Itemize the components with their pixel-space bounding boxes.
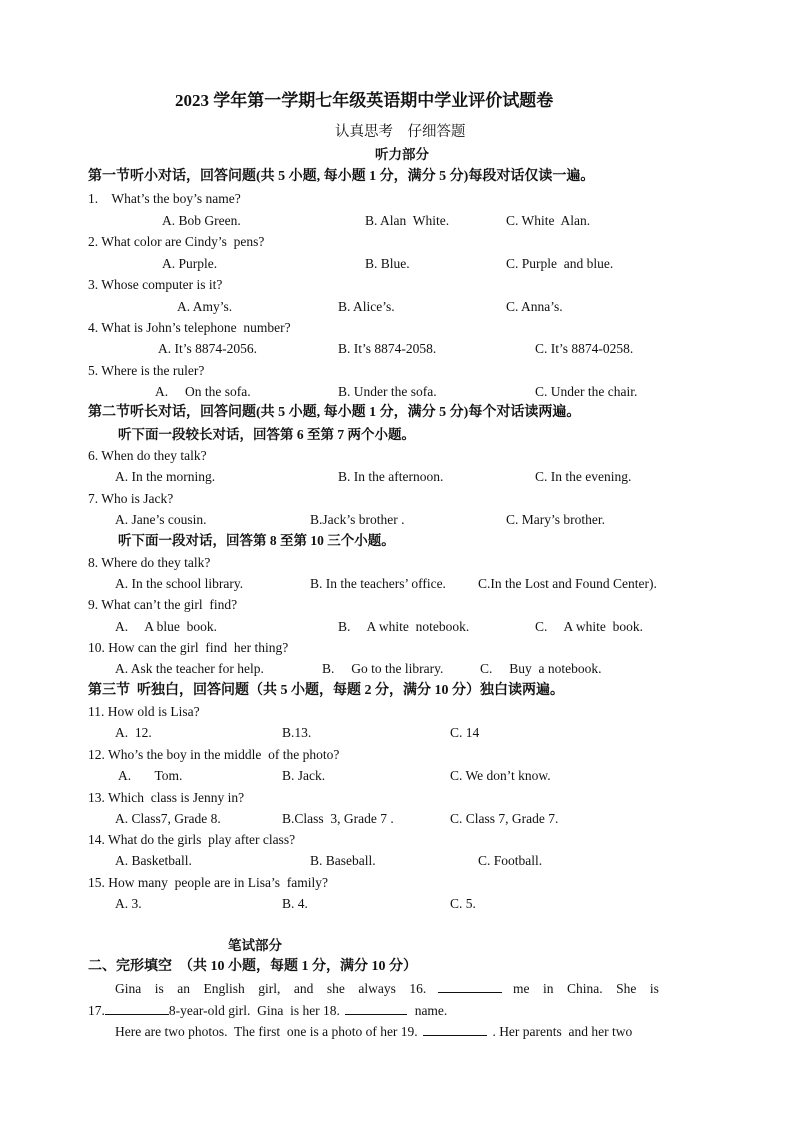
q10-option-a: A. Ask the teacher for help. [115, 661, 264, 676]
cloze-text: 17. [88, 1003, 105, 1018]
q7-option-c: C. Mary’s brother. [506, 512, 605, 527]
q5-option-b: B. Under the sofa. [338, 384, 437, 399]
question-15: 15. How many people are in Lisa’s family? [88, 875, 328, 890]
question-9: 9. What can’t the girl find? [88, 597, 238, 612]
q2-option-c: C. Purple and blue. [506, 256, 614, 271]
q14-option-a: A. Basketball. [115, 853, 192, 868]
question-6: 6. When do they talk? [88, 448, 207, 463]
q15-option-a: A. 3. [115, 896, 142, 911]
cloze-text: Gina is an English girl, and she always 16. [115, 981, 427, 996]
q15-option-c: C. 5. [450, 896, 476, 911]
q3-option-b: B. Alice’s. [338, 299, 395, 314]
q5-option-c: C. Under the chair. [535, 384, 638, 399]
exam-title: 2023 学年第一学期七年级英语期中学业评价试题卷 [175, 91, 554, 110]
question-11: 11. How old is Lisa? [88, 704, 200, 719]
blank-19[interactable] [423, 1023, 487, 1036]
q9-option-c: C. A white book. [535, 619, 644, 634]
section3-heading: 第三节 听独白，回答问题（共 5 小题，每题 2 分，满分 10 分）独白读两遍。 [88, 683, 564, 698]
blank-16[interactable] [438, 980, 502, 993]
q6-option-c: C. In the evening. [535, 469, 632, 484]
q7-option-a: A. Jane’s cousin. [115, 512, 207, 527]
q12-option-a: A. Tom. [118, 768, 183, 783]
q4-option-b: B. It’s 8874-2058. [338, 341, 437, 356]
q6-option-a: A. In the morning. [115, 469, 216, 484]
q11-option-a: A. 12. [115, 725, 152, 740]
q6-option-b: B. In the afternoon. [338, 469, 444, 484]
q1-option-a: A. Bob Green. [162, 213, 241, 228]
written-heading: 笔试部分 [228, 938, 282, 953]
q13-option-b: B.Class 3, Grade 7 . [282, 811, 394, 826]
q13-option-c: C. Class 7, Grade 7. [450, 811, 559, 826]
question-4: 4. What is John’s telephone number? [88, 320, 291, 335]
q3-option-a: A. Amy’s. [177, 299, 233, 314]
q12-option-c: C. We don’t know. [450, 768, 551, 783]
cloze-text: . Her parents and her two [492, 1024, 633, 1039]
q2-option-a: A. Purple. [162, 256, 218, 271]
q8-option-a: A. In the school library. [115, 576, 244, 591]
question-14: 14. What do the girls play after class? [88, 832, 296, 847]
q10-option-c: C. Buy a notebook. [480, 661, 602, 676]
cloze-text: name. [414, 1003, 448, 1018]
question-13: 13. Which class is Jenny in? [88, 790, 245, 805]
q3-option-c: C. Anna’s. [506, 299, 563, 314]
q1-option-b: B. Alan White. [365, 213, 450, 228]
q8-option-b: B. In the teachers’ office. [310, 576, 446, 591]
cloze-text: 8-year-old girl. Gina is her 18. [168, 1003, 340, 1018]
cloze-paragraph-line-1 [115, 980, 659, 997]
question-7: 7. Who is Jack? [88, 491, 174, 506]
q10-option-b: B. Go to the library. [322, 661, 444, 676]
q1-option-c: C. White Alan. [506, 213, 591, 228]
section2-intro-2: 听下面一段对话，回答第 8 至第 10 三个小题。 [118, 533, 395, 548]
cloze-heading: 二、完形填空 （共 10 小题，每题 1 分，满分 10 分） [88, 959, 417, 974]
q13-option-a: A. Class7, Grade 8. [115, 811, 221, 826]
cloze-text: Here are two photos. The first one is a photo of her 19. [115, 1024, 418, 1039]
cloze-paragraph-line-2 [88, 1002, 447, 1019]
question-12: 12. Who’s the boy in the middle of the photo? [88, 747, 340, 762]
section1-heading: 第一节听小对话，回答问题(共 5 小题, 每小题 1 分，满分 5 分)每段对话仅读一遍。 [88, 169, 595, 184]
question-2: 2. What color are Cindy’s pens? [88, 234, 265, 249]
listening-heading: 听力部分 [375, 147, 429, 162]
blank-18[interactable] [345, 1002, 407, 1015]
q4-option-a: A. It’s 8874-2056. [158, 341, 257, 356]
question-10: 10. How can the girl find her thing? [88, 640, 289, 655]
q14-option-c: C. Football. [478, 853, 543, 868]
question-1: 1. What’s the boy’s name? [88, 191, 241, 206]
exam-subtitle: 认真思考 仔细答题 [335, 124, 466, 140]
q9-option-b: B. A white notebook. [338, 619, 470, 634]
q12-option-b: B. Jack. [282, 768, 326, 783]
question-8: 8. Where do they talk? [88, 555, 211, 570]
q7-option-b: B.Jack’s brother . [310, 512, 405, 527]
q11-option-c: C. 14 [450, 725, 480, 740]
blank-17[interactable] [105, 1002, 169, 1015]
question-3: 3. Whose computer is it? [88, 277, 223, 292]
section2-intro-1: 听下面一段较长对话，回答第 6 至第 7 两个小题。 [118, 427, 415, 442]
q11-option-b: B.13. [282, 725, 312, 740]
q14-option-b: B. Baseball. [310, 853, 376, 868]
q9-option-a: A. A blue book. [115, 619, 218, 634]
cloze-text: me in China. She is [512, 981, 659, 996]
cloze-paragraph-line-3 [115, 1023, 632, 1040]
question-5: 5. Where is the ruler? [88, 363, 205, 378]
q2-option-b: B. Blue. [365, 256, 410, 271]
q15-option-b: B. 4. [282, 896, 308, 911]
q4-option-c: C. It’s 8874-0258. [535, 341, 634, 356]
q5-option-a: A. On the sofa. [155, 384, 251, 399]
section2-heading: 第二节听长对话，回答问题(共 5 小题, 每小题 1 分，满分 5 分)每个对话读两遍。 [88, 405, 581, 420]
q8-option-c: C.In the Lost and Found Center). [478, 576, 657, 591]
